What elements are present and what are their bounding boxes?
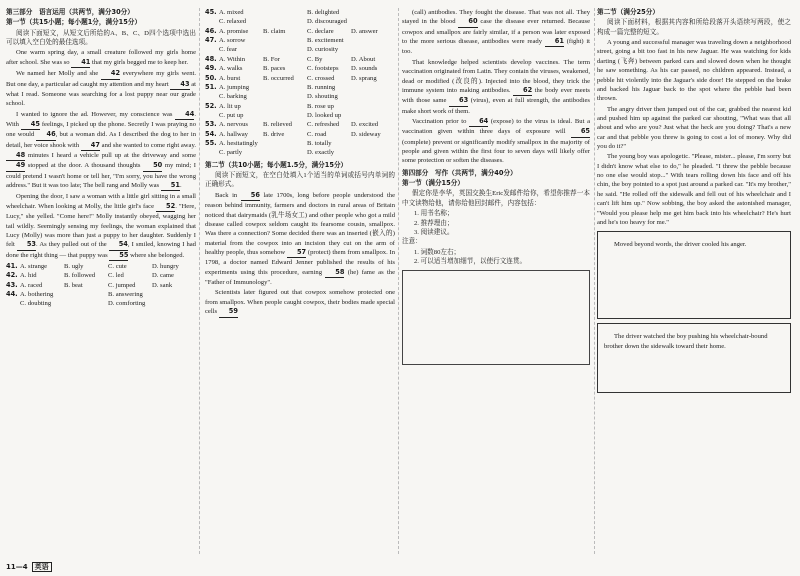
answer-option[interactable]: D. About — [351, 55, 376, 63]
blank-50[interactable]: 50 — [143, 161, 162, 171]
passage-text: . "Here, Lucy," she yelled. "Come here!" Molly instantly obeyed, wagging her tail wildly. Seemingly sensing my feelings, the woman explained that Lucy (Molly) was more than just a puppy to her daughter. Suddenly I felt — [6, 202, 196, 249]
answer-option[interactable]: A. raced — [20, 281, 43, 289]
passage-text: that my girls begged me to keep her. — [90, 58, 188, 66]
answer-option[interactable]: D. came — [152, 272, 174, 280]
continuation-box-2[interactable] — [597, 323, 791, 393]
story-paragraph: The young boy was apologetic. "Please, mister... please, I'm sorry but I didn't know what else to do," he pleaded. "I threw the pebble because no one else would stop..." With tears rolling down his face and off his chin, the boy pointed to a spot just around a parked car. "It's my brother," he said. "He rolled off the sidewalk and fell out of his wheelchair and I can't lift him up." Now sobbing, the boy asked the astonished manager, "Would you please help me get him back into his wheelchair? He's hurt and he's too heavy for me." — [597, 153, 791, 226]
story-paragraph: The angry driver then jumped out of the car, grabbed the nearest kid and pushed him up against the parked car shouting, "What was that all about and who are you? Just what the heck are you doing? That's a new car and that pebble you threw is going to cost a lot of money. Why did you do it?" — [597, 105, 791, 151]
passage-text: , but a woman did. As I described the dog to her in detail, her voice shook with — [6, 131, 196, 149]
blank-56[interactable]: 56 — [241, 191, 260, 201]
answer-option[interactable]: D. discouraged — [307, 18, 347, 26]
blank-48[interactable]: 48 — [6, 151, 25, 161]
part4-sec1-header: 第一节（满分15分） — [402, 179, 464, 188]
answer-option[interactable]: B. followed — [64, 272, 96, 280]
answer-option[interactable]: D. sideway — [351, 130, 381, 138]
writing-note: 2. 可以适当增加细节，以使行文连贯。 — [414, 257, 527, 265]
question-number: 53. — [205, 120, 217, 129]
answer-option[interactable]: B. drive — [263, 130, 285, 138]
notes-title: 注意： — [402, 238, 422, 246]
answer-option[interactable]: D. exactly — [307, 149, 335, 157]
question-number — [205, 17, 219, 26]
question-number — [6, 299, 20, 308]
passage-text: , I smiled, knowing I had done the right thing — that puppy was — [6, 241, 196, 259]
option-row — [6, 299, 196, 308]
para2-start: The driver watched the boy pushing his wheelchair-bound brother down the sidewalk toward their home. — [604, 333, 768, 350]
answer-option[interactable]: B. rose up — [307, 102, 334, 110]
blank-41[interactable]: 41 — [71, 58, 90, 68]
passage-text: (virus), even at full strength, the antibodies make short work of them. — [402, 97, 590, 115]
blank-52[interactable]: 52 — [156, 202, 175, 212]
passage-text: . — [179, 182, 182, 190]
writing-point: 1. 用书名称； — [414, 210, 454, 218]
passage-paragraph — [205, 288, 395, 317]
answer-option[interactable]: B. claim — [263, 27, 286, 35]
option-row — [205, 27, 395, 36]
writing-points — [414, 209, 590, 237]
answer-option[interactable]: A. walks — [219, 65, 243, 73]
story-paragraph: A young and successful manager was traveling down a neighborhood street, going a bit too fast in his new Jaguar. He was watching for kids darting (飞奔) between parked cars and slowed down when he thought he saw something. As his car passed, no children appeared. Instead, a pebble hit violently into the Jaguar's side door! He stepped on the brake and backed his Jaguar back to the spot where the pebble had been thrown. — [597, 39, 791, 103]
question-number: 45. — [205, 8, 217, 16]
passage-text: Back in — [215, 191, 241, 199]
column-divider — [594, 8, 595, 554]
passage-text: where she belonged. — [128, 251, 185, 259]
answer-option[interactable]: A. nervous — [219, 121, 248, 129]
answer-option[interactable]: A. burst — [219, 74, 241, 82]
answer-option[interactable]: B. relieved — [263, 121, 292, 129]
question-number — [205, 148, 219, 157]
answer-option[interactable]: C. cute — [108, 262, 127, 270]
answer-option[interactable]: C. jumped — [108, 281, 136, 289]
answer-option[interactable]: D. sounds — [351, 65, 378, 73]
passage-text: stopped at the door. A thousand thoughts — [25, 162, 144, 170]
answer-option[interactable]: A. strange — [20, 262, 48, 270]
blank-53[interactable]: 53 — [17, 240, 36, 250]
option-row — [6, 262, 196, 271]
option-row — [205, 148, 395, 157]
passage-text: We named her Molly and she — [16, 70, 101, 78]
question-number: 51. — [205, 82, 217, 91]
passage-paragraph — [402, 117, 590, 166]
blank-64[interactable]: 64 — [469, 117, 488, 127]
question-number: 44. — [6, 290, 18, 299]
blank-45[interactable]: 45 — [21, 120, 40, 130]
answer-option[interactable]: B. running — [307, 83, 336, 91]
option-row — [205, 111, 395, 120]
para1-start: Moved beyond words, the driver cooled his anger. — [614, 241, 747, 249]
passage-text: Scientists later figured out that cowpox somehow protected one from smallpox. When people caught cowpox, their bodies made special cells — [205, 289, 395, 316]
page-number: 11—4 — [6, 563, 28, 571]
passage-text: minutes I heard a vehicle pull up at the driveway and some — [25, 152, 196, 160]
answer-option[interactable]: D. excited — [351, 121, 379, 129]
passage-text: at what I read. Someone was searching for a lost puppy near our grade school. — [6, 80, 196, 108]
blank-49[interactable]: 49 — [6, 161, 25, 171]
answer-option[interactable]: D. answer — [351, 27, 378, 35]
passage-text: Vaccination prior to — [412, 117, 470, 125]
continuation-box-1[interactable] — [597, 231, 791, 319]
passage-paragraph — [6, 110, 196, 192]
blank-43[interactable]: 43 — [170, 80, 189, 90]
answer-option[interactable]: C. fear — [219, 46, 237, 54]
part4-header: 第四部分 写作（共两节，满分40分） — [402, 168, 517, 177]
option-row — [205, 45, 395, 54]
question-number: 48. — [205, 54, 217, 63]
answer-option[interactable]: A. Within — [219, 55, 245, 63]
option-row — [205, 17, 395, 26]
passage-text: late 1700s, long before people understood the reason behind immunity, farmers and doctors in rural areas of Britain noticed that dairymaids (乳牛场女工) and other people who got a mild disease called cowpox seldom caught its fearsome cousin, smallpox. Was there a connection? Some decided there was an inserted (嵌入的) material from the cowpox into an incision they cut on the arm of healthy people, thus somehow — [205, 191, 395, 256]
option-row — [205, 130, 395, 139]
passage-text: case the disease ever returned. Because cowpox and smallpox are fairly similar, if a person was later exposed to the more serious disease, antibodies were ready — [402, 18, 590, 46]
blank-61[interactable]: 61 — [545, 37, 564, 47]
passage-text: I wanted to ignore the ad. However, my conscience was — [16, 110, 176, 118]
question-number — [205, 111, 219, 120]
grammar-fill-passage — [205, 191, 395, 318]
option-row — [205, 102, 395, 111]
passage-paragraph — [205, 191, 395, 288]
answer-option[interactable]: B. For — [263, 55, 280, 63]
grammar-fill-passage-cont — [402, 8, 590, 166]
blank-42[interactable]: 42 — [101, 69, 120, 79]
blank-58[interactable]: 58 — [325, 268, 344, 278]
answer-option[interactable]: B. answering — [108, 291, 143, 299]
passage-text: Opening the door, I saw a woman with a little girl sitting in a small wheelchair. When looking at Molly, the little girl's face — [6, 193, 196, 210]
blank-63[interactable]: 63 — [449, 96, 468, 106]
blank-60[interactable]: 60 — [458, 17, 477, 27]
question-number: 49. — [205, 64, 217, 73]
option-row — [205, 92, 395, 101]
option-row — [205, 83, 395, 92]
passage-text: and she wanted to come right away. — [99, 141, 196, 149]
cloze-options-right — [205, 8, 395, 158]
option-row — [6, 290, 196, 299]
writing-notes — [414, 248, 590, 267]
writing-point: 2. 推荐理由； — [414, 219, 454, 227]
answer-option[interactable]: A. hid — [20, 272, 37, 280]
answer-option[interactable]: C. doubting — [20, 300, 52, 308]
question-number: 43. — [6, 280, 18, 289]
option-row — [205, 64, 395, 73]
answer-option[interactable]: D. hungry — [152, 262, 179, 270]
answer-option[interactable]: C. refreshed — [307, 121, 340, 129]
answer-option[interactable]: A. hesitatingly — [219, 140, 258, 148]
passage-paragraph — [6, 192, 196, 261]
answer-option[interactable]: B. beat — [64, 281, 83, 289]
passage-paragraph — [6, 69, 196, 108]
question-number: 54. — [205, 129, 217, 138]
answer-option[interactable]: D. shouting — [307, 93, 338, 101]
answer-option[interactable]: D. sank — [152, 281, 173, 289]
cloze-passage — [6, 48, 196, 261]
answer-option[interactable]: B. paces — [263, 65, 286, 73]
answer-option[interactable]: C. relaxed — [219, 18, 247, 26]
blank-44[interactable]: 44 — [175, 110, 194, 120]
answer-option[interactable]: B. excitement — [307, 37, 344, 45]
option-row — [205, 139, 395, 148]
answer-option[interactable]: A. lit up — [219, 102, 241, 110]
answer-option[interactable]: A. bothering — [20, 291, 54, 299]
option-row — [6, 271, 196, 280]
passage-text: One warm spring day, a small creature followed my girls home after school. She was so — [6, 49, 196, 66]
passage-text: (fight) it too. — [402, 38, 590, 56]
option-row — [6, 281, 196, 290]
part3-sec2-instruction: 阅读下面短文，在空白处填入1个适当的单词或括号内单词的正确形式。 — [205, 172, 395, 189]
email-answer-box[interactable] — [402, 270, 590, 365]
column-1 — [6, 8, 196, 554]
answer-option[interactable]: C. led — [108, 272, 124, 280]
passage-text: feelings, I picked up the phone. Secretly I was praying no one would — [6, 120, 196, 139]
answer-option[interactable]: D. looked up — [307, 111, 342, 119]
question-number: 47. — [205, 36, 217, 45]
passage-text: the body ever meets with those same — [402, 86, 590, 105]
blank-59[interactable]: 59 — [219, 307, 238, 317]
answer-option[interactable]: C. put up — [219, 111, 244, 119]
blank-46[interactable]: 46 — [36, 130, 55, 140]
option-row — [205, 74, 395, 83]
column-divider — [199, 8, 200, 554]
blank-55[interactable]: 55 — [109, 251, 128, 261]
option-row — [205, 55, 395, 64]
passage-paragraph — [6, 48, 196, 68]
passage-text: everywhere my girls went. But one day, a particular ad caught my attention and my heart — [6, 70, 196, 88]
question-number — [205, 92, 219, 101]
passage-text: That knowledge helped scientists develop vaccines. The term vaccination originated from Latin. They contain the viruses, weakened, dead or modified (改良的). Injected into the blood, they trick the immune system into making antibodies. — [402, 58, 590, 94]
question-number: 55. — [205, 139, 217, 148]
writing-point: 3. 阅读建议。 — [414, 228, 454, 236]
column-4 — [597, 8, 791, 554]
option-row — [205, 36, 395, 45]
blank-51[interactable]: 51 — [161, 181, 180, 191]
passage-paragraph — [402, 58, 590, 116]
answer-option[interactable]: C. barking — [219, 93, 247, 101]
writing-note: 1. 词数80左右； — [414, 248, 461, 256]
column-3 — [402, 8, 590, 554]
answer-option[interactable]: A. hallway — [219, 130, 248, 138]
question-number: 46. — [205, 26, 217, 35]
column-divider — [398, 8, 399, 554]
continuation-instruction: 阅读下面材料，根据其内容和所给段落开头语续写两段，使之构成一篇完整的短文。 — [597, 19, 791, 36]
cloze-options-left — [6, 262, 196, 309]
subject-tag: 英语 — [32, 562, 52, 572]
answer-option[interactable]: C. partly — [219, 149, 243, 157]
answer-option[interactable]: C. road — [307, 130, 327, 138]
story-passage — [597, 38, 791, 227]
part3-sec2-header: 第二节（共10小题；每小题1.5分，满分15分） — [205, 160, 348, 169]
blank-54[interactable]: 54 — [109, 240, 128, 250]
answer-option[interactable]: B. ugly — [64, 262, 84, 270]
question-number: 50. — [205, 73, 217, 82]
passage-text: . With — [6, 110, 196, 128]
answer-option[interactable]: A. mixed — [219, 9, 244, 16]
passage-text: (protect) them from smallpox. In 1798, a doctor named Edward Jenner published the results of his experiments using this procedure, earning — [205, 248, 395, 276]
blank-57[interactable]: 57 — [287, 248, 306, 258]
answer-option[interactable]: C. By — [307, 55, 323, 63]
part3-instruction: 阅读下面短文，从短文后所给的A、B、C、D四个选项中选出可以填入空白处的最佳选项。 — [6, 29, 196, 47]
answer-option[interactable]: C. declare — [307, 27, 334, 35]
part3-sec1-header: 第一节（共15小题；每小题1分，满分15分） — [6, 18, 142, 27]
question-number — [205, 45, 219, 54]
answer-option[interactable]: D. curiosity — [307, 46, 339, 54]
column-2 — [205, 8, 395, 554]
question-number: 41. — [6, 261, 18, 270]
passage-text: (expose) to the virus is ideal. But a vaccination given within three days of exposure will — [402, 117, 590, 136]
passage-text: (he) fame as the "Father of Immunology". — [205, 268, 395, 287]
passage-text: my mind; I could pretend I wasn't home or tell her, "I'm sorry, you have the wrong address." But it was too late; The bell rang and Molly was — [6, 162, 196, 190]
question-number: 42. — [6, 271, 18, 280]
part3-header: 第三部分 语言运用（共两节，满分30分） — [6, 8, 134, 16]
part4-sec2-header: 第二节（满分25分） — [597, 8, 659, 16]
answer-option[interactable]: C. footsteps — [307, 65, 339, 73]
option-row — [205, 8, 395, 17]
passage-text: (call) antibodies. They fought the disease. That was not all. They stayed in the blood — [402, 9, 590, 26]
answer-option[interactable]: B. delighted — [307, 9, 340, 16]
answer-option[interactable]: A. jumping — [219, 83, 250, 91]
passage-paragraph — [402, 8, 590, 57]
answer-option[interactable]: A. sorrow — [219, 37, 246, 45]
answer-option[interactable]: A. promise — [219, 27, 249, 35]
page-footer — [6, 562, 52, 572]
blank-47[interactable]: 47 — [81, 141, 100, 151]
answer-option[interactable]: B. occurred — [263, 74, 294, 82]
blank-62[interactable]: 62 — [513, 86, 532, 96]
writing-prompt: 假定你是李华，英国交换生Eric发邮件给你，希望你推荐一本中文读物给他，请你给他回封邮件，内容包括： — [402, 190, 590, 207]
blank-65[interactable]: 65 — [571, 127, 590, 137]
passage-text: . As they pulled out of the — [36, 241, 109, 249]
question-number: 52. — [205, 101, 217, 110]
answer-option[interactable]: C. crossed — [307, 74, 335, 82]
option-row — [205, 120, 395, 129]
answer-option[interactable]: D. comforting — [108, 300, 146, 308]
answer-option[interactable]: B. totally — [307, 140, 332, 148]
passage-text: (complete) prevent or significantly modify smallpox in the majority of people and given within the first four to seven days will likely offer some protection or soften the diseases. — [402, 138, 590, 165]
answer-option[interactable]: D. sprang — [351, 74, 377, 82]
